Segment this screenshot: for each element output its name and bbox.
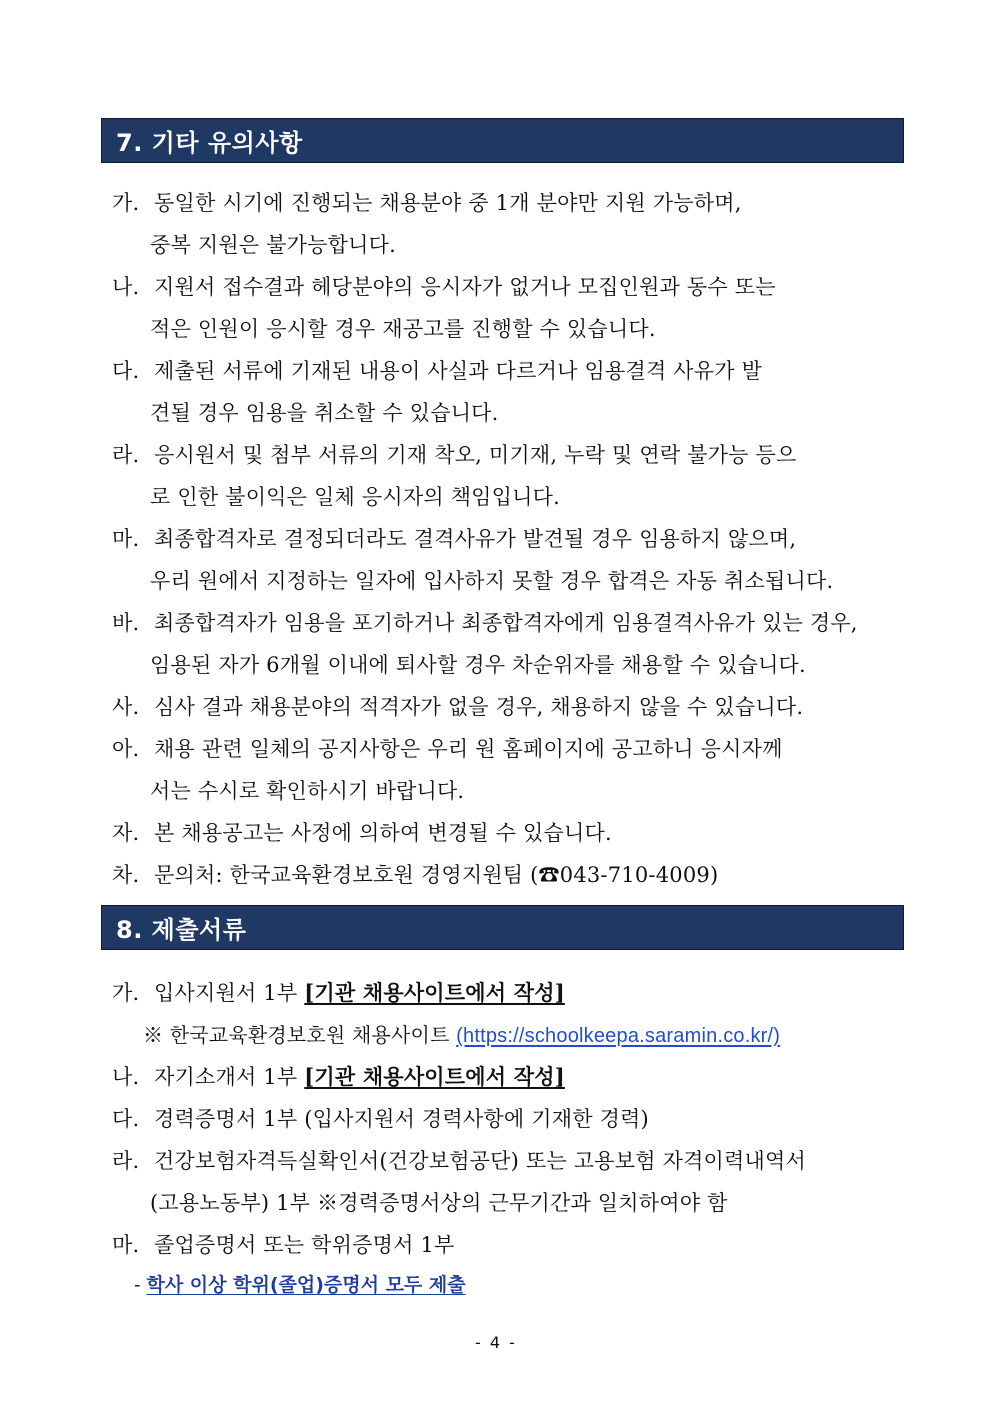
item-text: 중복 지원은 불가능합니다.	[150, 233, 396, 257]
submission-item-self-intro	[112, 1062, 902, 1092]
notice-item	[112, 356, 902, 386]
item-text: 로 인한 불이익은 일체 응시자의 책임입니다.	[150, 485, 560, 509]
notice-item-cont	[150, 230, 902, 260]
submission-item-insurance-cert	[112, 1146, 902, 1176]
notice-item	[112, 734, 902, 764]
notice-item-cont	[150, 482, 902, 512]
notice-item	[112, 818, 902, 848]
list-marker: 가.	[112, 191, 140, 215]
item-text: 응시원서 및 첨부 서류의 기재 착오, 미기재, 누락 및 연락 불가능 등으	[154, 443, 797, 467]
item-text: 본 채용공고는 사정에 의하여 변경될 수 있습니다.	[154, 821, 612, 845]
notice-item	[112, 272, 902, 302]
section-8-title: 8. 제출서류	[116, 916, 247, 944]
item-text: 입사지원서 1부	[154, 981, 305, 1005]
item-text: 문의처: 한국교육환경보호원 경영지원팀 (☎043-710-4009)	[154, 863, 719, 887]
item-text: 임용된 자가 6개월 이내에 퇴사할 경우 차순위자를 채용할 수 있습니다.	[150, 653, 806, 677]
submission-item-graduation-cert	[112, 1230, 902, 1260]
recruit-site-link[interactable]: (https://schoolkeepa.saramin.co.kr/)	[456, 1025, 781, 1047]
list-marker: 다.	[112, 1107, 140, 1131]
item-text: 서는 수시로 확인하시기 바랍니다.	[150, 779, 465, 803]
list-marker: 마.	[112, 1233, 140, 1257]
notice-item	[112, 608, 902, 638]
item-text: 졸업증명서 또는 학위증명서 1부	[154, 1233, 455, 1257]
notice-item	[112, 860, 902, 890]
item-emphasis: [기관 채용사이트에서 작성]	[304, 1064, 565, 1089]
notice-item-cont	[150, 566, 902, 596]
item-emphasis: [기관 채용사이트에서 작성]	[304, 980, 565, 1005]
list-marker: 가.	[112, 981, 140, 1005]
submission-item-application	[112, 978, 902, 1008]
page-number: - 4 -	[475, 1333, 517, 1352]
notice-item	[112, 440, 902, 470]
sub-note-text: 학사 이상 학위(졸업)증명서 모두 제출	[146, 1274, 466, 1296]
item-text: 견될 경우 임용을 취소할 수 있습니다.	[150, 401, 499, 425]
list-marker: 나.	[112, 275, 140, 299]
list-marker: 아.	[112, 737, 140, 761]
sub-note-dash: -	[134, 1274, 147, 1296]
list-marker: 바.	[112, 611, 140, 635]
submission-item-career-cert	[112, 1104, 902, 1134]
item-text: 적은 인원이 응시할 경우 재공고를 진행할 수 있습니다.	[150, 317, 656, 341]
notice-item	[112, 692, 902, 722]
section-7-title: 7. 기타 유의사항	[116, 129, 303, 157]
item-text: 건강보험자격득실확인서(건강보험공단) 또는 고용보험 자격이력내역서	[154, 1149, 806, 1173]
notice-item-cont	[150, 776, 902, 806]
submission-item-insurance-cert-cont	[150, 1188, 902, 1218]
item-text: 지원서 접수결과 헤당분야의 응시자가 없거나 모집인원과 동수 또는	[154, 275, 776, 299]
graduation-sub-note	[134, 1271, 466, 1299]
notice-item-cont	[150, 314, 902, 344]
item-text: 경력증명서 1부 (입사지원서 경력사항에 기재한 경력)	[154, 1107, 649, 1131]
item-text: 심사 결과 채용분야의 적격자가 없을 경우, 채용하지 않을 수 있습니다.	[154, 695, 804, 719]
item-text: (고용노동부) 1부 ※경력증명서상의 근무기간과 일치하여야 함	[150, 1191, 728, 1215]
notice-item-cont	[150, 398, 902, 428]
notice-item-cont	[150, 650, 902, 680]
section-7-header	[101, 118, 904, 163]
list-marker: 라.	[112, 443, 140, 467]
item-text: 채용 관련 일체의 공지사항은 우리 원 홈페이지에 공고하니 응시자께	[154, 737, 783, 761]
item-text: 자기소개서 1부	[154, 1065, 305, 1089]
item-text: 동일한 시기에 진행되는 채용분야 중 1개 분야만 지원 가능하며,	[154, 191, 742, 215]
list-marker: 사.	[112, 695, 140, 719]
notice-item	[112, 524, 902, 554]
item-text: 최종합격자로 결정되더라도 결격사유가 발견될 경우 임용하지 않으며,	[154, 527, 797, 551]
notice-item	[112, 188, 902, 218]
item-text: 제출된 서류에 기재된 내용이 사실과 다르거나 임용결격 사유가 발	[154, 359, 763, 383]
note-prefix: ※ 한국교육환경보호원 채용사이트	[143, 1023, 457, 1047]
list-marker: 나.	[112, 1065, 140, 1089]
list-marker: 자.	[112, 821, 140, 845]
list-marker: 차.	[112, 863, 140, 887]
list-marker: 마.	[112, 527, 140, 551]
list-marker: 다.	[112, 359, 140, 383]
item-text: 우리 원에서 지정하는 일자에 입사하지 못할 경우 합격은 자동 취소됩니다.	[150, 569, 834, 593]
section-8-header	[101, 905, 904, 950]
list-marker: 라.	[112, 1149, 140, 1173]
recruit-site-note	[143, 1020, 933, 1051]
item-text: 최종합격자가 임용을 포기하거나 최종합격자에게 임용결격사유가 있는 경우,	[154, 611, 858, 635]
